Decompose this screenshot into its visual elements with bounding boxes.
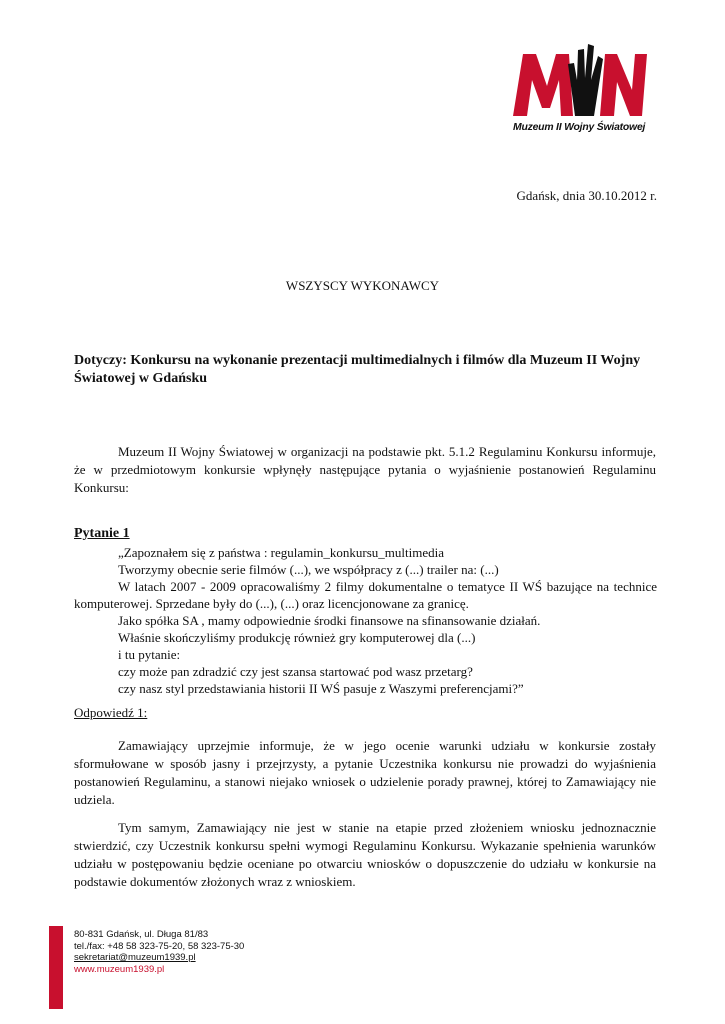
recipients-heading: WSZYSCY WYKONAWCY <box>285 278 440 293</box>
letter-subject: Dotyczy: Konkursu na wykonanie prezentacji multimedialnych i filmów dla Muzeum II Wojny Światowej w Gdańsku <box>74 353 641 386</box>
quote-line: Jako spółka SA , mamy odpowiednie środki finansowe na sfinansowanie działań. <box>118 613 541 628</box>
footer-phone: tel./fax: +48 58 323-75-20, 58 323-75-30 <box>74 940 245 952</box>
answer-paragraph: Zamawiający uprzejmie informuje, że w jego ocenie warunki udziału w konkursie zostały sformułowane w sposób jasny i przejrzysty, a pytanie Uczestnika konkursu nie prowadzi do wyjaśnienia postanowień Regulaminu, a stanowi niejako wniosek o udzielenie porady prawnej, której to Zamawiający nie udziela. <box>74 738 656 807</box>
quote-line: czy może pan zdradzić czy jest szansa startować pod wasz przetarg? <box>118 664 473 679</box>
quote-line: czy nasz styl przedstawiania historii II WŚ pasuje z Waszymi preferencjami?” <box>118 681 524 696</box>
intro-paragraph: Muzeum II Wojny Światowej w organizacji na podstawie pkt. 5.1.2 Regulaminu Konkursu informuje, że w przedmiotowym konkursie wpłynęły następujące pytania o wyjaśnienie postanowień Regulaminu Konkursu: <box>74 444 656 495</box>
answer-heading: Odpowiedź 1: <box>74 705 148 720</box>
quote-line: Tworzymy obecnie serie filmów (...), we współpracy z (...) trailer na: (...) <box>118 562 499 577</box>
quote-line: „Zapoznałem się z państwa : regulamin_konkursu_multimedia <box>118 545 444 560</box>
footer-website-link[interactable]: www.muzeum1939.pl <box>74 963 165 975</box>
quote-line: W latach 2007 - 2009 opracowaliśmy 2 filmy dokumentalne o tematyce II WŚ bazujące na technice komputerowej. Sprzedane były do (...), (...) oraz licencjonowane za granicę. <box>74 579 657 611</box>
question-quote <box>74 544 657 697</box>
quote-line: i tu pytanie: <box>118 647 181 662</box>
letter-date: Gdańsk, dnia 30.10.2012 r. <box>516 188 657 203</box>
footer-address: 80-831 Gdańsk, ul. Długa 81/83 <box>74 929 209 940</box>
footer-accent-bar <box>49 926 63 1009</box>
quote-line: Właśnie skończyliśmy produkcję również gry komputerowej dla (...) <box>118 630 476 645</box>
museum-logo <box>511 42 653 137</box>
footer-email-link[interactable]: sekretariat@muzeum1939.pl <box>74 952 196 963</box>
muzeum-mwn-logo-icon <box>511 42 653 122</box>
logo-caption: Muzeum II Wojny Światowej <box>513 122 646 133</box>
question-heading: Pytanie 1 <box>74 526 130 541</box>
footer-contact <box>74 929 244 975</box>
answer-paragraph: Tym samym, Zamawiający nie jest w stanie na etapie przed złożeniem wniosku jednoznacznie stwierdzić, czy Uczestnik konkursu spełni wymogi Regulaminu Konkursu. Wykazanie spełnienia warunków udziału w postępowaniu będzie oceniane po otwarciu wniosków o dopuszczenie do udziału w konkursie na podstawie dokumentów złożonych wraz z wnioskiem. <box>74 820 656 889</box>
